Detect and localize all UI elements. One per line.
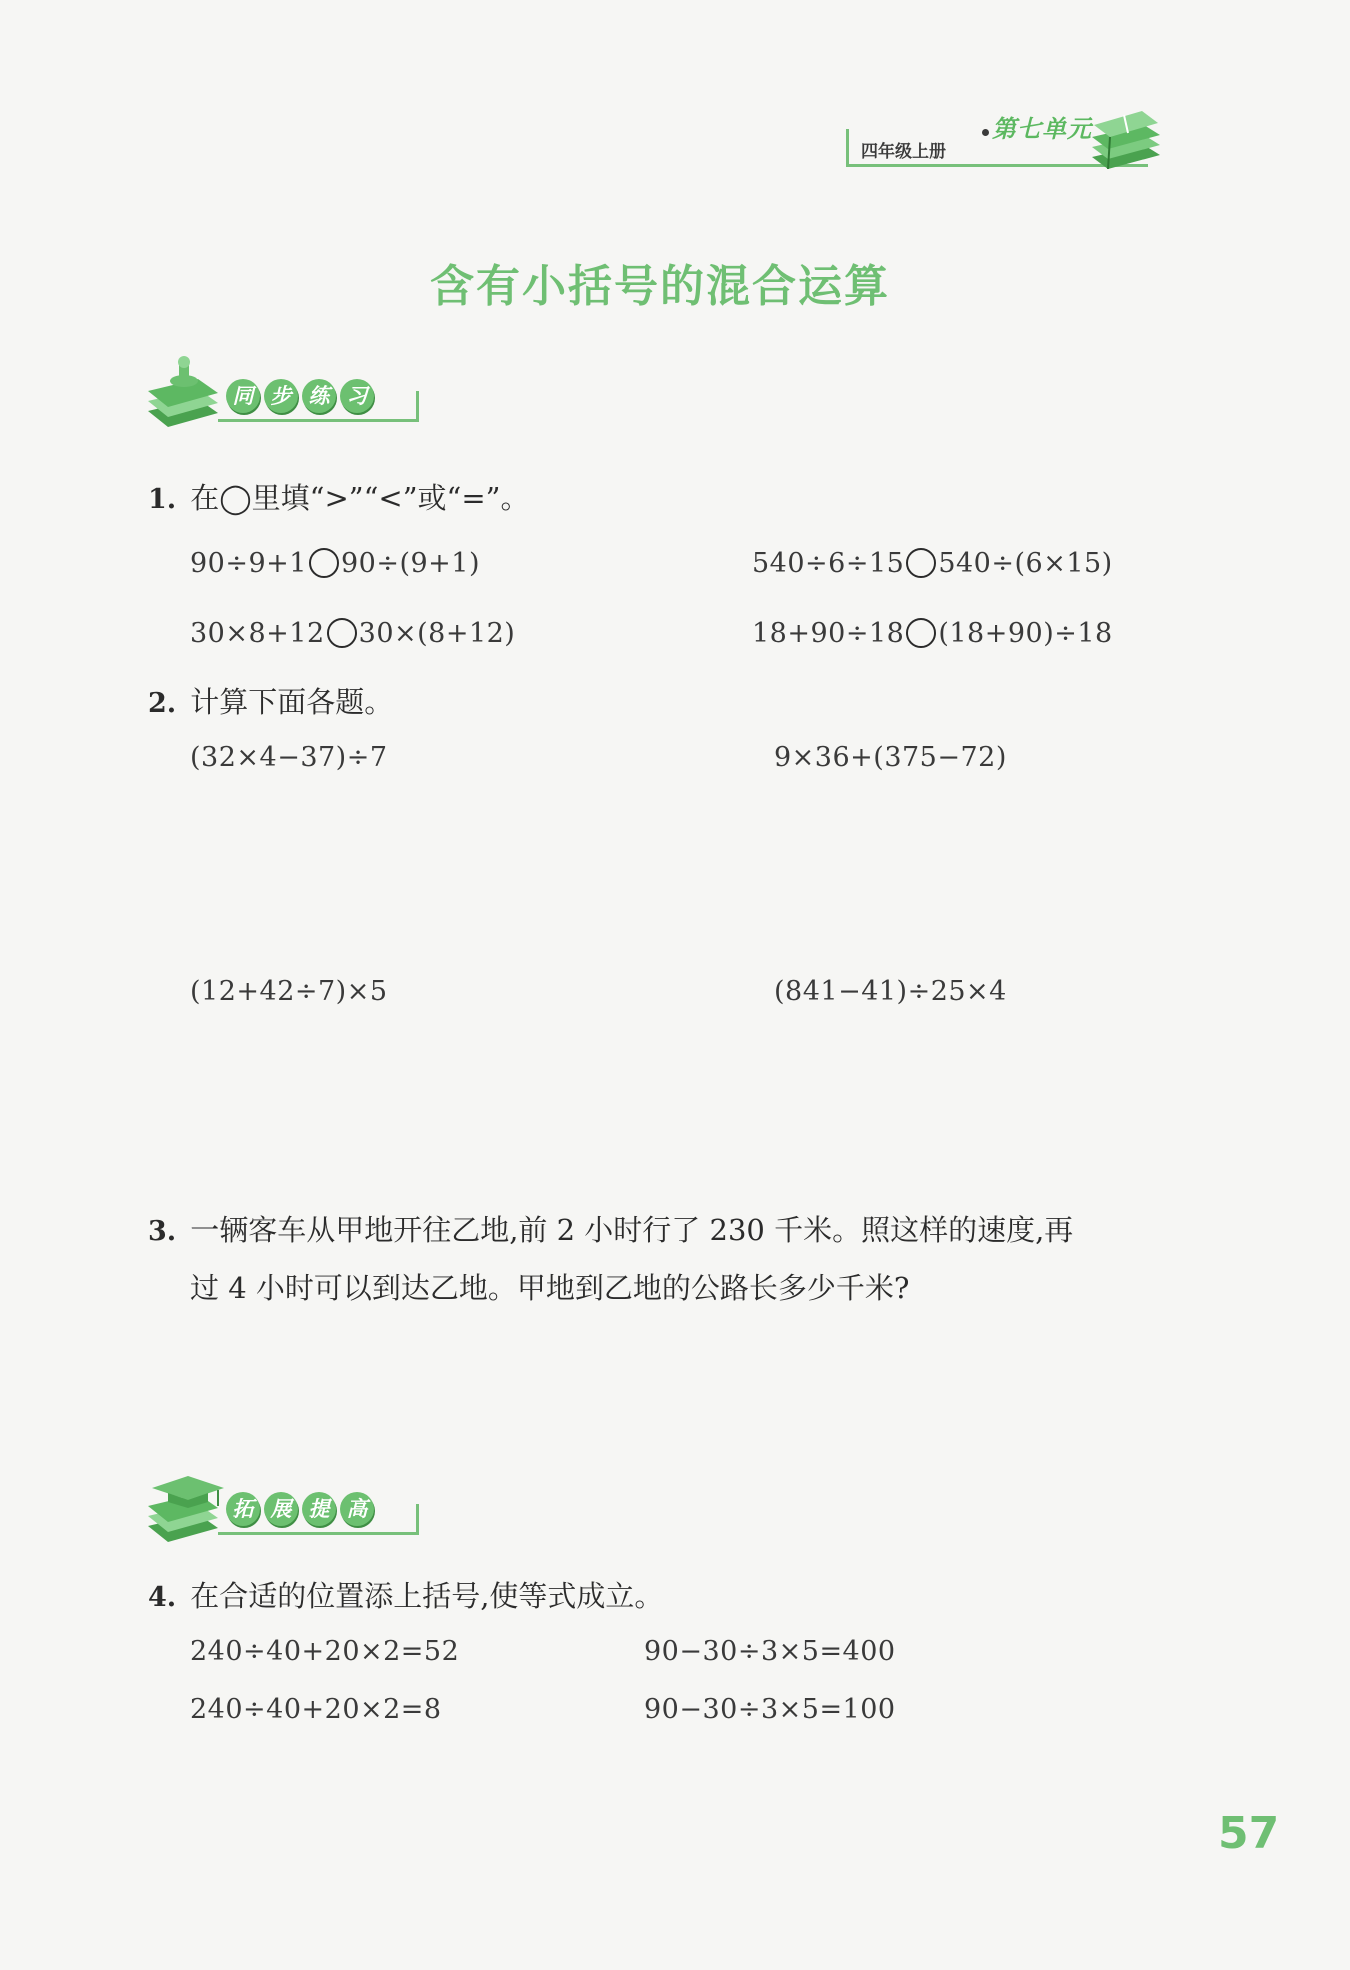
compare-item <box>752 618 1113 649</box>
bracket-item: 240÷40+20×2=52 <box>190 1636 460 1667</box>
section-char: 展 <box>264 1492 298 1526</box>
expr-right: (18+90)÷18 <box>938 618 1113 649</box>
question-3-line-1 <box>148 1208 1073 1249</box>
banner-underline <box>218 419 418 422</box>
bracket-item: 240÷40+20×2=8 <box>190 1694 442 1725</box>
answer-circle[interactable] <box>309 548 339 578</box>
section-char: 同 <box>226 379 260 413</box>
expr-right: 30×(8+12) <box>358 618 516 649</box>
graduation-cap-icon <box>148 1468 228 1548</box>
section-banner-extension <box>148 1468 438 1548</box>
section-char: 提 <box>302 1492 336 1526</box>
question-number: 2. <box>148 688 177 719</box>
expr-right: 540÷(6×15) <box>938 548 1113 579</box>
section-char: 练 <box>302 379 336 413</box>
section-char: 拓 <box>226 1492 260 1526</box>
section-char: 习 <box>340 379 374 413</box>
question-1-prompt <box>148 476 530 517</box>
calc-item: 9×36+(375−72) <box>774 742 1007 773</box>
calc-item: (841−41)÷25×4 <box>774 976 1007 1007</box>
section-title-extension <box>226 1492 374 1526</box>
expr-left: 30×8+12 <box>190 618 325 649</box>
section-char: 步 <box>264 379 298 413</box>
book-stack-icon <box>1084 105 1164 173</box>
answer-circle[interactable] <box>327 618 357 648</box>
bracket-item: 90−30÷3×5=100 <box>644 1694 896 1725</box>
header-dot <box>982 129 989 136</box>
section-title-practice <box>226 379 374 413</box>
unit-label: 第七单元 <box>992 115 1092 143</box>
calc-item: (12+42÷7)×5 <box>190 976 388 1007</box>
question-number: 3. <box>148 1216 177 1247</box>
expr-left: 90÷9+1 <box>190 548 307 579</box>
bracket-item: 90−30÷3×5=400 <box>644 1636 896 1667</box>
banner-underline <box>218 1532 418 1535</box>
expr-left: 18+90÷18 <box>752 618 905 649</box>
question-3-line-2: 过 4 小时可以到达乙地。甲地到乙地的公路长多少千米? <box>190 1271 910 1305</box>
question-number: 1. <box>148 484 177 515</box>
calc-item: (32×4−37)÷7 <box>190 742 388 773</box>
question-text: 一辆客车从甲地开往乙地,前 2 小时行了 230 千米。照这样的速度,再 <box>190 1213 1074 1247</box>
page-title: 含有小括号的混合运算 <box>430 261 890 312</box>
question-text: 在◯里填“>”“<”或“=”。 <box>190 481 530 515</box>
section-banner-practice <box>148 355 438 435</box>
book-stack-icon <box>148 355 228 435</box>
compare-item <box>190 618 515 649</box>
section-char: 高 <box>340 1492 374 1526</box>
expr-right: 90÷(9+1) <box>340 548 480 579</box>
page-number: 57 <box>1218 1808 1280 1859</box>
answer-circle[interactable] <box>906 618 936 648</box>
answer-circle[interactable] <box>906 548 936 578</box>
question-2-prompt <box>148 680 393 721</box>
banner-edge <box>416 391 419 422</box>
compare-item <box>752 548 1113 579</box>
expr-left: 540÷6÷15 <box>752 548 905 579</box>
question-text: 在合适的位置添上括号,使等式成立。 <box>190 1579 664 1613</box>
header-badge <box>846 105 1176 175</box>
question-text: 计算下面各题。 <box>190 685 394 719</box>
compare-item <box>190 548 480 579</box>
question-number: 4. <box>148 1582 177 1613</box>
banner-edge <box>416 1504 419 1535</box>
grade-label: 四年级上册 <box>846 129 994 167</box>
question-4-prompt <box>148 1574 663 1615</box>
